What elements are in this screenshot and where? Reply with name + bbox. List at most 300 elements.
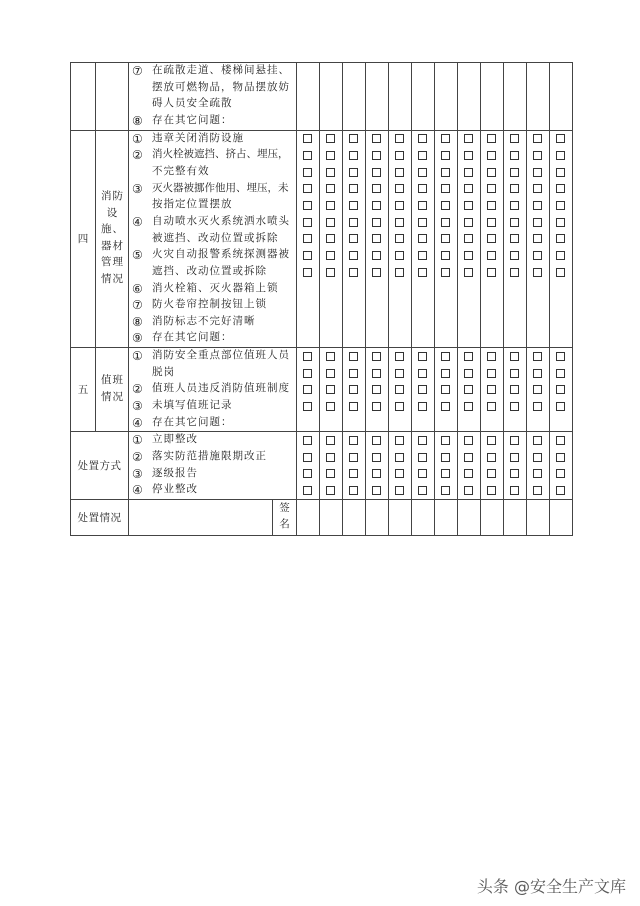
checkbox[interactable] [556,251,565,260]
checkbox[interactable] [464,234,473,243]
checkbox[interactable] [510,369,519,378]
checkbox[interactable] [349,469,358,478]
check-column-cell [343,432,366,499]
checkbox[interactable] [487,385,496,394]
checkbox[interactable] [326,453,335,462]
checkbox[interactable] [533,234,542,243]
check-item-text [152,330,233,347]
signature-label-line: 名 [279,519,290,531]
checkbox[interactable] [510,151,519,160]
check-item-text [152,348,290,381]
checkbox[interactable] [510,201,519,210]
checkbox[interactable] [372,402,381,411]
checkbox[interactable] [303,436,312,445]
checkbox[interactable] [303,469,312,478]
check-item-text [152,147,289,180]
checkbox[interactable] [464,436,473,445]
checkbox[interactable] [533,369,542,378]
checkbox[interactable] [487,201,496,210]
checkbox[interactable] [303,251,312,260]
check-column-cell [527,432,550,499]
checkbox[interactable] [372,453,381,462]
checkbox[interactable] [303,402,312,411]
checkbox[interactable] [464,385,473,394]
disposal-status-content[interactable] [129,500,273,535]
circled-number: ① [132,349,143,364]
checkbox[interactable] [556,218,565,227]
checkbox[interactable] [533,385,542,394]
checkbox[interactable] [556,453,565,462]
section-category-cell [96,348,129,431]
checkbox[interactable] [464,486,473,495]
checkbox[interactable] [464,268,473,277]
checkbox[interactable] [487,218,496,227]
check-column-cell [412,131,435,347]
checkbox[interactable] [533,469,542,478]
checkbox[interactable] [326,436,335,445]
check-item [132,63,296,113]
checkbox[interactable] [487,268,496,277]
section-label: 处置方式 [77,461,122,473]
checkbox[interactable] [395,134,404,143]
checkbox[interactable] [533,218,542,227]
check-item-line: 存在其它问题： [152,332,233,344]
checkbox[interactable] [533,201,542,210]
checkbox[interactable] [326,385,335,394]
signature-cell[interactable] [297,500,320,535]
checkbox[interactable] [349,268,358,277]
checkbox[interactable] [349,201,358,210]
checkbox[interactable] [418,268,427,277]
check-items-cell [129,131,297,347]
checkbox[interactable] [372,251,381,260]
checkbox[interactable] [441,234,450,243]
check-column-cell [527,348,550,431]
checkbox[interactable] [487,453,496,462]
checkbox[interactable] [533,352,542,361]
checkbox[interactable] [349,352,358,361]
check-column-cell [550,432,573,499]
signature-cell[interactable] [343,500,366,535]
section-category-line: 管理 [101,257,124,269]
checkbox[interactable] [464,201,473,210]
checkbox[interactable] [441,251,450,260]
checkbox[interactable] [487,469,496,478]
checkbox[interactable] [326,469,335,478]
check-item-text [152,131,244,148]
checkbox[interactable] [418,201,427,210]
checkbox[interactable] [303,201,312,210]
checkbox[interactable] [395,268,404,277]
checkbox[interactable] [487,486,496,495]
check-column-cell [504,432,527,499]
checkbox[interactable] [556,486,565,495]
disposal-status-label: 处置情况 [77,512,122,524]
checkbox[interactable] [510,168,519,177]
checkbox[interactable] [533,184,542,193]
checkbox[interactable] [418,134,427,143]
checkbox[interactable] [395,201,404,210]
checkbox[interactable] [303,218,312,227]
checkbox[interactable] [441,369,450,378]
check-item-line: 火灾自动报警系统探测器被 [152,249,290,261]
checkbox[interactable] [556,184,565,193]
checkbox[interactable] [510,134,519,143]
checkbox[interactable] [487,402,496,411]
check-column-cell [550,348,573,431]
checkbox[interactable] [372,218,381,227]
checkbox[interactable] [510,453,519,462]
check-column-cell [504,63,527,130]
checkbox[interactable] [441,486,450,495]
checkbox[interactable] [556,268,565,277]
checkbox[interactable] [349,218,358,227]
section-number: 四 [77,234,89,246]
checkbox[interactable] [464,469,473,478]
checkbox[interactable] [303,134,312,143]
checkbox[interactable] [418,402,427,411]
section-label-cell [71,432,129,499]
checkbox[interactable] [303,352,312,361]
signature-cell[interactable] [320,500,343,535]
check-column-cell [366,348,389,431]
checkbox[interactable] [349,453,358,462]
checkbox[interactable] [533,486,542,495]
circled-number: ② [132,382,143,397]
checkbox[interactable] [464,134,473,143]
checkbox[interactable] [487,251,496,260]
checkbox[interactable] [372,184,381,193]
check-item-line: 违章关闭消防设施 [152,132,244,144]
check-item [132,398,296,415]
check-item-line: 防火卷帘控制按钮上锁 [152,299,267,311]
checkbox[interactable] [464,218,473,227]
check-item-line: 遮挡、改动位置或拆除 [152,265,267,277]
checkbox[interactable] [303,369,312,378]
checkbox[interactable] [395,218,404,227]
signature-cell[interactable] [366,500,389,535]
section-category-line: 器材 [101,240,124,252]
checkbox[interactable] [395,168,404,177]
check-item-line: 值班人员违反消防值班制度 [152,383,290,395]
check-column-cell [297,131,320,347]
checkbox[interactable] [349,251,358,260]
checkbox[interactable] [464,402,473,411]
checkbox[interactable] [510,184,519,193]
section-category-line: 情况 [101,274,124,286]
checkbox[interactable] [326,151,335,160]
checkbox[interactable] [464,184,473,193]
checkbox[interactable] [326,402,335,411]
checkbox[interactable] [326,201,335,210]
checkbox[interactable] [418,218,427,227]
check-item-text [152,415,233,432]
check-item-text [152,63,290,113]
checkbox[interactable] [349,436,358,445]
circled-number: ⑤ [132,248,143,263]
checkbox[interactable] [441,268,450,277]
checkbox[interactable] [395,469,404,478]
checkbox[interactable] [510,436,519,445]
checkbox[interactable] [303,151,312,160]
checkbox[interactable] [395,385,404,394]
checkbox[interactable] [556,134,565,143]
checkbox[interactable] [372,486,381,495]
checkbox[interactable] [556,352,565,361]
check-items-cell [129,63,297,130]
check-items-cell [129,348,297,431]
checkbox[interactable] [395,352,404,361]
checkbox[interactable] [326,268,335,277]
checkbox[interactable] [533,251,542,260]
checkbox[interactable] [464,168,473,177]
checkbox[interactable] [441,385,450,394]
checkbox[interactable] [556,369,565,378]
checkbox[interactable] [441,453,450,462]
checkbox[interactable] [372,352,381,361]
checkbox[interactable] [372,151,381,160]
checkbox[interactable] [464,352,473,361]
checkbox[interactable] [326,251,335,260]
checkbox[interactable] [510,486,519,495]
checkbox[interactable] [326,234,335,243]
checkbox[interactable] [418,184,427,193]
checkbox[interactable] [464,453,473,462]
signature-cell[interactable] [435,500,458,535]
checkbox[interactable] [556,402,565,411]
checkbox[interactable] [487,184,496,193]
checkbox[interactable] [349,151,358,160]
section-category-line: 施、 [101,224,124,236]
check-column-cell [366,131,389,347]
check-item-line: 不完整有效 [152,165,210,177]
checkbox[interactable] [326,168,335,177]
checkbox[interactable] [395,251,404,260]
checkbox[interactable] [510,469,519,478]
check-column-cell [527,63,550,130]
check-column-cell [389,131,412,347]
checkbox[interactable] [372,201,381,210]
checkbox[interactable] [303,168,312,177]
check-item [132,214,296,247]
checkbox[interactable] [349,234,358,243]
checkbox[interactable] [303,184,312,193]
checkbox[interactable] [510,385,519,394]
checkbox[interactable] [487,151,496,160]
check-column-cell [481,432,504,499]
checkbox[interactable] [418,352,427,361]
checkbox[interactable] [556,168,565,177]
checkbox[interactable] [418,369,427,378]
check-item-line: 存在其它问题： [152,416,233,428]
checkbox[interactable] [533,268,542,277]
section-category-cell [96,63,129,130]
check-item [132,381,296,398]
checkbox[interactable] [372,268,381,277]
checkbox[interactable] [372,469,381,478]
checkbox[interactable] [372,134,381,143]
checkbox[interactable] [349,402,358,411]
checkbox[interactable] [349,184,358,193]
checkbox[interactable] [326,486,335,495]
section-category-line: 情况 [101,391,124,403]
checkbox[interactable] [510,218,519,227]
checkbox[interactable] [303,268,312,277]
check-item-line: 自动喷水灭火系统洒水喷头 [152,215,290,227]
checkbox[interactable] [372,436,381,445]
checkbox[interactable] [349,134,358,143]
checkbox[interactable] [556,436,565,445]
checkbox[interactable] [441,168,450,177]
section-number-cell [71,63,96,130]
checkbox[interactable] [533,168,542,177]
checkbox[interactable] [487,369,496,378]
check-item-text [152,297,267,314]
circled-number: ③ [132,399,143,413]
checkbox[interactable] [487,134,496,143]
check-item [132,482,296,499]
checkbox[interactable] [533,151,542,160]
checkbox[interactable] [441,184,450,193]
checkbox[interactable] [487,168,496,177]
checkbox[interactable] [487,234,496,243]
check-column-cell [435,131,458,347]
checkbox[interactable] [510,402,519,411]
checkbox[interactable] [510,268,519,277]
checkbox[interactable] [326,218,335,227]
check-column-cell [504,348,527,431]
checkbox[interactable] [533,134,542,143]
checkbox[interactable] [326,352,335,361]
signature-cell[interactable] [412,500,435,535]
checkbox[interactable] [303,234,312,243]
checkbox[interactable] [556,151,565,160]
checkbox[interactable] [395,453,404,462]
checkbox[interactable] [395,151,404,160]
checkbox[interactable] [395,234,404,243]
checkbox[interactable] [303,385,312,394]
check-item-text [152,466,198,483]
check-column-cell [320,131,343,347]
signature-cell[interactable] [458,500,481,535]
checkbox[interactable] [418,385,427,394]
checkbox[interactable] [556,385,565,394]
checkbox[interactable] [556,469,565,478]
watermark: 头条 @安全生产文库 [476,877,626,896]
checkbox[interactable] [441,201,450,210]
check-item [132,181,296,214]
check-item-text [152,398,233,415]
check-column-cell [504,131,527,347]
checkbox[interactable] [464,151,473,160]
checkbox[interactable] [441,151,450,160]
signature-cell[interactable] [389,500,412,535]
check-column-cell [297,432,320,499]
checkbox[interactable] [349,486,358,495]
check-item [132,281,296,298]
check-item [132,432,296,449]
check-item-line: 脱岗 [152,366,175,378]
checkbox[interactable] [303,453,312,462]
checkbox[interactable] [326,184,335,193]
checkbox[interactable] [395,436,404,445]
check-item-line: 被遮挡、改动位置或拆除 [152,232,279,244]
checkbox[interactable] [418,251,427,260]
signature-cell[interactable] [550,500,573,535]
checkbox[interactable] [533,453,542,462]
check-column-cell [435,432,458,499]
checkbox[interactable] [395,402,404,411]
checkbox[interactable] [464,251,473,260]
check-item-line: 消防安全重点部位值班人员 [152,350,290,362]
checkbox[interactable] [418,151,427,160]
checkbox[interactable] [441,436,450,445]
checkbox[interactable] [418,168,427,177]
circled-number: ③ [132,181,143,196]
check-item [132,147,296,180]
checkbox[interactable] [395,369,404,378]
checkbox[interactable] [395,486,404,495]
checkbox[interactable] [556,201,565,210]
check-item-line: 未填写值班记录 [152,400,233,411]
checkbox[interactable] [464,369,473,378]
checkbox[interactable] [441,402,450,411]
checkbox[interactable] [349,385,358,394]
signature-cell[interactable] [504,500,527,535]
table-section [71,63,573,131]
check-column-cell [389,63,412,130]
checkbox[interactable] [441,469,450,478]
checkbox[interactable] [349,168,358,177]
checkbox[interactable] [303,486,312,495]
checkbox[interactable] [395,184,404,193]
checkbox[interactable] [418,453,427,462]
check-column-cell [412,348,435,431]
circled-number: ⑦ [132,298,143,313]
checkbox[interactable] [418,469,427,478]
checkbox[interactable] [372,168,381,177]
checkbox[interactable] [372,234,381,243]
check-column-cell [412,63,435,130]
checkbox[interactable] [441,218,450,227]
checkbox[interactable] [349,369,358,378]
checkbox[interactable] [418,436,427,445]
checkbox[interactable] [418,234,427,243]
checkbox[interactable] [510,234,519,243]
checkbox[interactable] [487,352,496,361]
signature-cell[interactable] [527,500,550,535]
checkbox[interactable] [372,385,381,394]
checkbox[interactable] [441,352,450,361]
checkbox[interactable] [372,369,381,378]
checkbox[interactable] [510,352,519,361]
signature-cell[interactable] [481,500,504,535]
checkbox[interactable] [326,369,335,378]
checkbox[interactable] [510,251,519,260]
checkbox[interactable] [326,134,335,143]
check-item-text [152,214,290,247]
checkbox[interactable] [487,436,496,445]
checkbox[interactable] [533,436,542,445]
circled-number: ⑨ [132,331,143,346]
section-number-cell [71,131,96,347]
check-column-cell [343,348,366,431]
checkbox[interactable] [418,486,427,495]
checkbox[interactable] [441,134,450,143]
checkbox[interactable] [533,402,542,411]
inspection-table [70,62,573,536]
checkbox[interactable] [556,234,565,243]
